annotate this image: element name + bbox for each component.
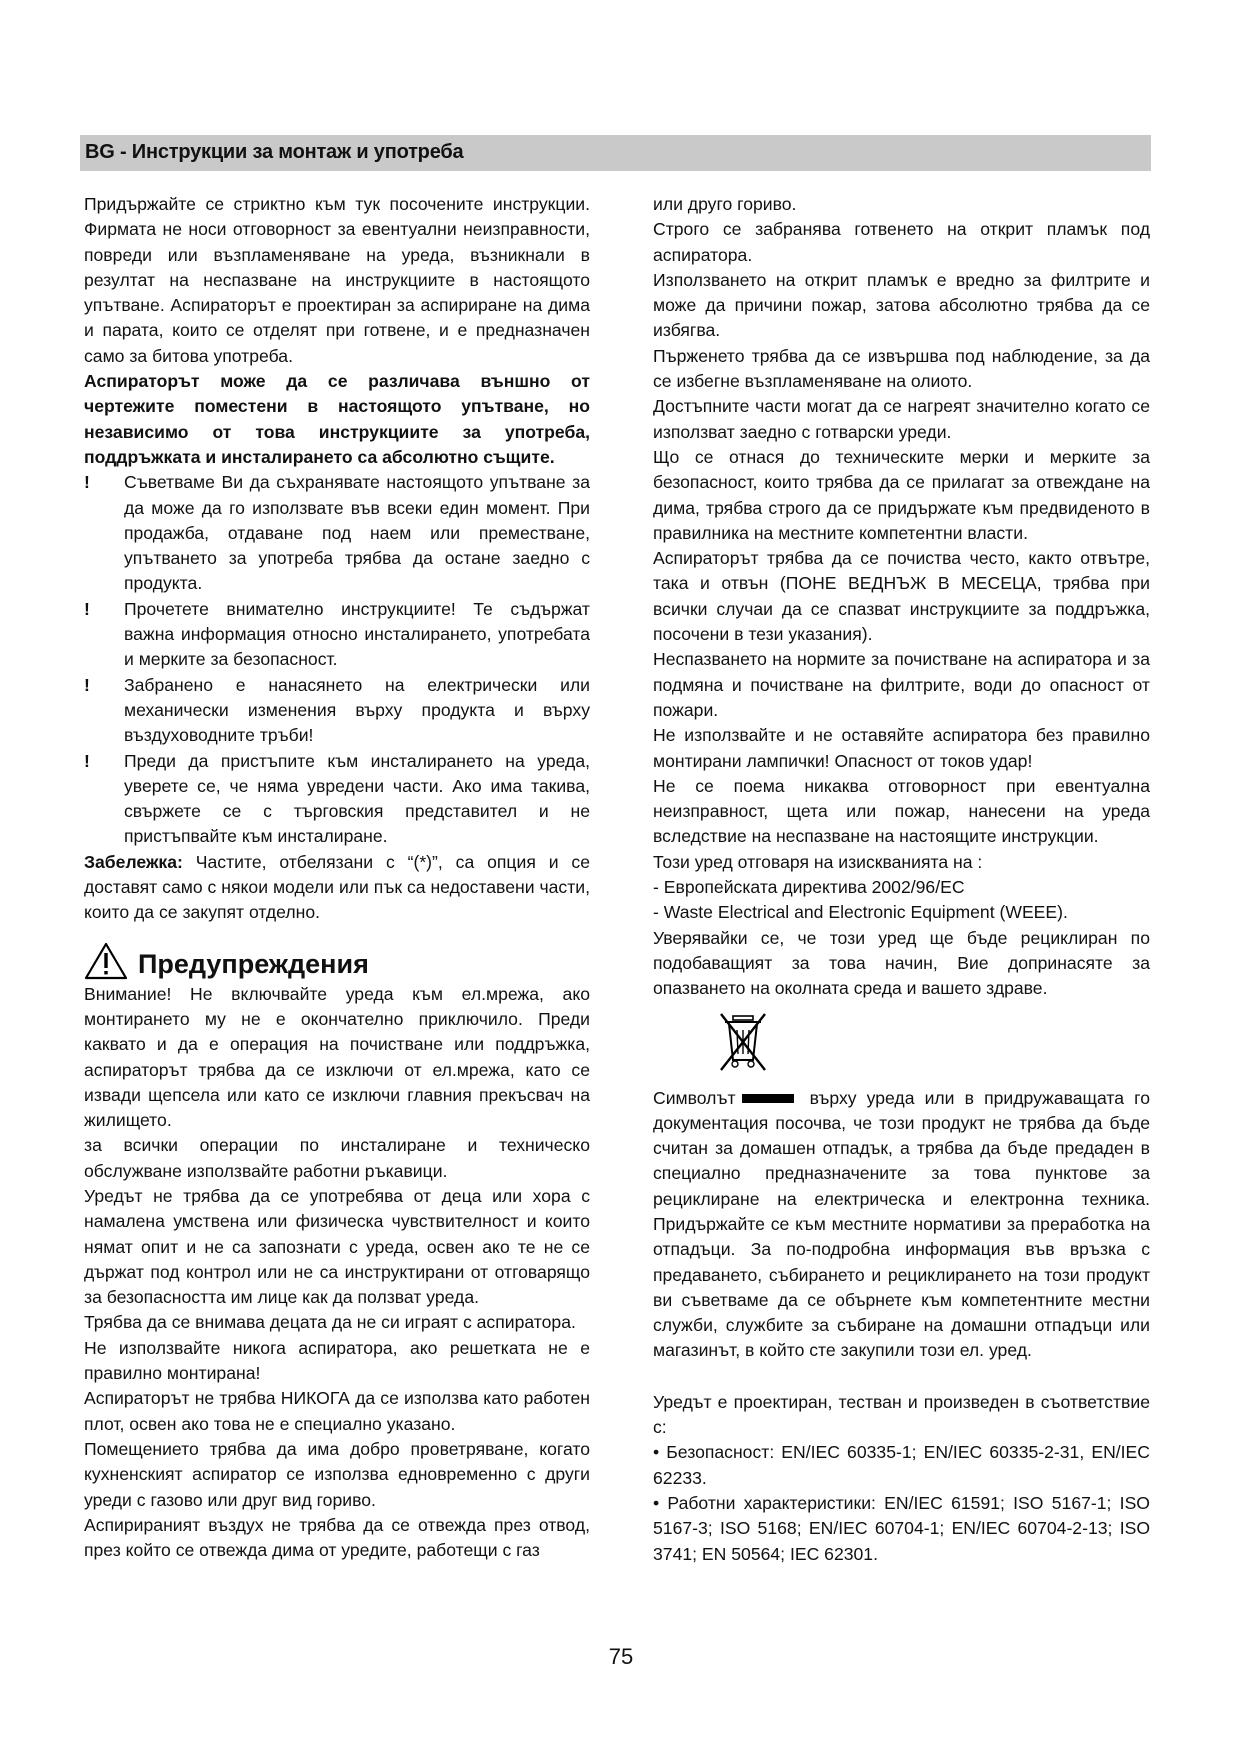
paragraph: Уверявайки се, че този уред ще бъде рециклиран по подобаващият за това начин, Вие допринасяте за опазването на околната среда и вашето здраве. xyxy=(653,927,1150,999)
safety-standards: • Безопасност: EN/IEC 60335-1; EN/IEC 60335-2-31, EN/IEC 62233. xyxy=(653,1442,1150,1488)
warning-paragraph: Аспираторът не трябва НИКОГА да се използва като работен плот, освен ако това не е специално указано. xyxy=(84,1388,590,1434)
note-paragraph xyxy=(84,850,590,926)
exclamation-mark: ! xyxy=(84,674,90,695)
warning-paragraph: за всички операции по инсталиране и техническо обслужване използвайте работни ръкавици. xyxy=(84,1135,590,1181)
bullet-text: Преди да пристъпите към инсталирането на уреда, уверете се, че няма увредени части. Ако има такива, свържете се с търговския представител и не пристъпвайте към инсталиране. xyxy=(124,750,590,847)
symbol-paragraph xyxy=(653,1086,1150,1364)
paragraph: Аспираторът трябва да се почиства често, както отвътре, така и отвън (ПОНЕ ВЕДНЪЖ В МЕСЕЦА, трябва при всички случаи да се спазват инструкциите за поддръжка, посочени в тези указания). xyxy=(653,548,1150,645)
warning-paragraph: Помещението трябва да има добро проветряване, когато кухненският аспиратор се използва едновременно с други уреди с газово или друг вид гориво. xyxy=(84,1438,590,1510)
warning-paragraph: Внимание! Не включвайте уреда към ел.мрежа, ако монтирането му не е окончателно приключило. Преди каквато и да е операция на почистване или поддръжка, аспираторът трябва да се изключи от ел.мрежа, като се извади щепсела или като се изключи главния прекъсвач на жилището. xyxy=(84,983,590,1131)
paragraph: Строго се забранява готвенето на открит пламък под аспиратора. xyxy=(653,219,1150,265)
bullet-text: Прочетете внимателно инструкциите! Те съдържат важна информация относно инсталирането, употребата и мерките за безопасност. xyxy=(124,598,590,670)
section-header-bar xyxy=(80,135,1151,171)
paragraph: Пърженето трябва да се извършва под наблюдение, за да се избегне възпламеняване на олиото. xyxy=(653,345,1150,392)
symbol-prefix: Символът xyxy=(653,1087,736,1108)
crossed-out-bin-icon xyxy=(713,1010,773,1074)
right-column xyxy=(653,192,1150,1567)
page-number: 75 xyxy=(608,1644,634,1669)
conformity-paragraph: Уредът е проектиран, тестван и произведен в съответствие с: xyxy=(653,1391,1150,1438)
exclamation-mark: ! xyxy=(84,750,90,771)
left-column xyxy=(84,192,590,1563)
warning-paragraph: Аспирираният въздух не трябва да се отвежда през отвод, през който се отвежда дима от уредите, работещи с газ xyxy=(84,1514,590,1561)
performance-standards: • Работни характеристики: EN/IEC 61591; ISO 5167-1; ISO 5167-3; ISO 5168; EN/IEC 60704-1; EN/IEC 60704-2-13; ISO 3741; EN 50564; IEC 62301. xyxy=(653,1492,1150,1564)
warning-paragraph: Уредът не трябва да се употребява от деца или хора с намалена умствена или физическа чувствителност и които нямат опит и не са запознати с уреда, освен ако те не се държат под контрол или не са инструктирани от отговарящо за безопасността им лице как да ползват уреда. xyxy=(84,1185,590,1308)
intro-paragraph: Придържайте се стриктно към тук посочените инструкции. Фирмата не носи отговорност за евентуални неизправности, повреди или възпламеняване на уреда, възникнали в резултат на неспазване на инструкциите в настоящото упътване. Аспираторът е проектиран за аспириране на дима и парата, които се отделят при готвене, и е предназначен само за битова употреба. xyxy=(84,194,590,366)
bullet-text: Забранено е нанасянето на електрически или механически изменения върху продукта и върху въздуховодните тръби! xyxy=(124,674,590,746)
paragraph: Не използвайте и не оставяйте аспиратора без правилно монтирани лампички! Опасност от токов удар! xyxy=(653,725,1150,771)
black-bar-symbol xyxy=(742,1094,794,1103)
note-label: Забележка: xyxy=(84,851,183,872)
spacer xyxy=(653,1364,1150,1390)
paragraph: - Европейската директива 2002/96/ЕС xyxy=(653,877,965,898)
symbol-text: върху уреда или в придружаващата го документация посочва, че този продукт не трябва да бъде считан за домашен отпадък, а трябва да бъде предаден в специално предназначените за това пунктове за рециклиране на електрическа и електронна техника. Придържайте се към местните нормативи за преработка на отпадъци. За по-подробна информация във връзка с предаването, събирането и рециклирането на този продукт ви съветваме да се обърнете към компетентните местни служби, службите за събиране на домашни отпадъци или магазинът, в който сте закупили този ел. уред. xyxy=(653,1087,1150,1361)
warning-paragraph: Трябва да се внимава децата да не си играят с аспиратора. xyxy=(84,1312,576,1333)
paragraph: - Waste Electrical and Electronic Equipment (WEEE). xyxy=(653,902,1068,923)
bullet-item xyxy=(84,673,590,749)
bullet-item xyxy=(84,470,590,596)
warning-triangle-icon xyxy=(84,942,128,980)
exclamation-mark: ! xyxy=(84,598,90,619)
warnings-title: Предупреждения xyxy=(138,948,369,979)
paragraph: Достъпните части могат да се нагреят значително когато се използват заедно с готварски уреди. xyxy=(653,396,1150,442)
warnings-heading xyxy=(84,940,590,980)
paragraph: Използването на открит пламък е вредно за филтрите и може да причини пожар, затова абсолютно трябва да се избягва. xyxy=(653,269,1150,341)
paragraph: или друго гориво. xyxy=(653,194,797,214)
bold-notice-paragraph: Аспираторът може да се различава външно от чертежите поместени в настоящото упътване, но независимо от това инструкциите за употреба, поддръжката и инсталирането са абсолютно същите. xyxy=(84,371,590,467)
bullet-item xyxy=(84,597,590,673)
bullet-item xyxy=(84,749,590,850)
weee-symbol-wrap xyxy=(653,1010,1150,1082)
exclamation-mark: ! xyxy=(84,472,90,493)
warning-paragraph: Не използвайте никога аспиратора, ако решетката не е правилно монтирана! xyxy=(84,1337,590,1384)
paragraph: Що се отнася до техническите мерки и мерките за безопасност, които трябва да се прилагат за отвеждане на дима, трябва строго да се придържате към предвиденото в правилника на местните компетентни власти. xyxy=(653,446,1150,543)
paragraph: Не се поема никаква отговорност при евентуална неизправност, щета или пожар, нанесени на уреда вследствие на неспазване на настоящите инструкции. xyxy=(653,775,1150,847)
bullet-text: Съветваме Ви да съхранявате настоящото упътване за да може да го използвате във всеки един момент. При продажба, отдаване под наем или преместване, упътването за употреба трябва да остане заедно с продукта. xyxy=(124,472,590,594)
paragraph: Неспазването на нормите за почистване на аспиратора и за подмяна и почистване на филтрите, води до опасност от пожари. xyxy=(653,649,1150,720)
note-text: Частите, отбелязани с “(*)”, са опция и се доставят само с някои модели или пък са недоставени части, които да се закупят отделно. xyxy=(84,851,590,923)
paragraph: Този уред отговаря на изискванията на : xyxy=(653,851,983,872)
section-title: BG - Инструкции за монтаж и употреба xyxy=(85,141,464,163)
